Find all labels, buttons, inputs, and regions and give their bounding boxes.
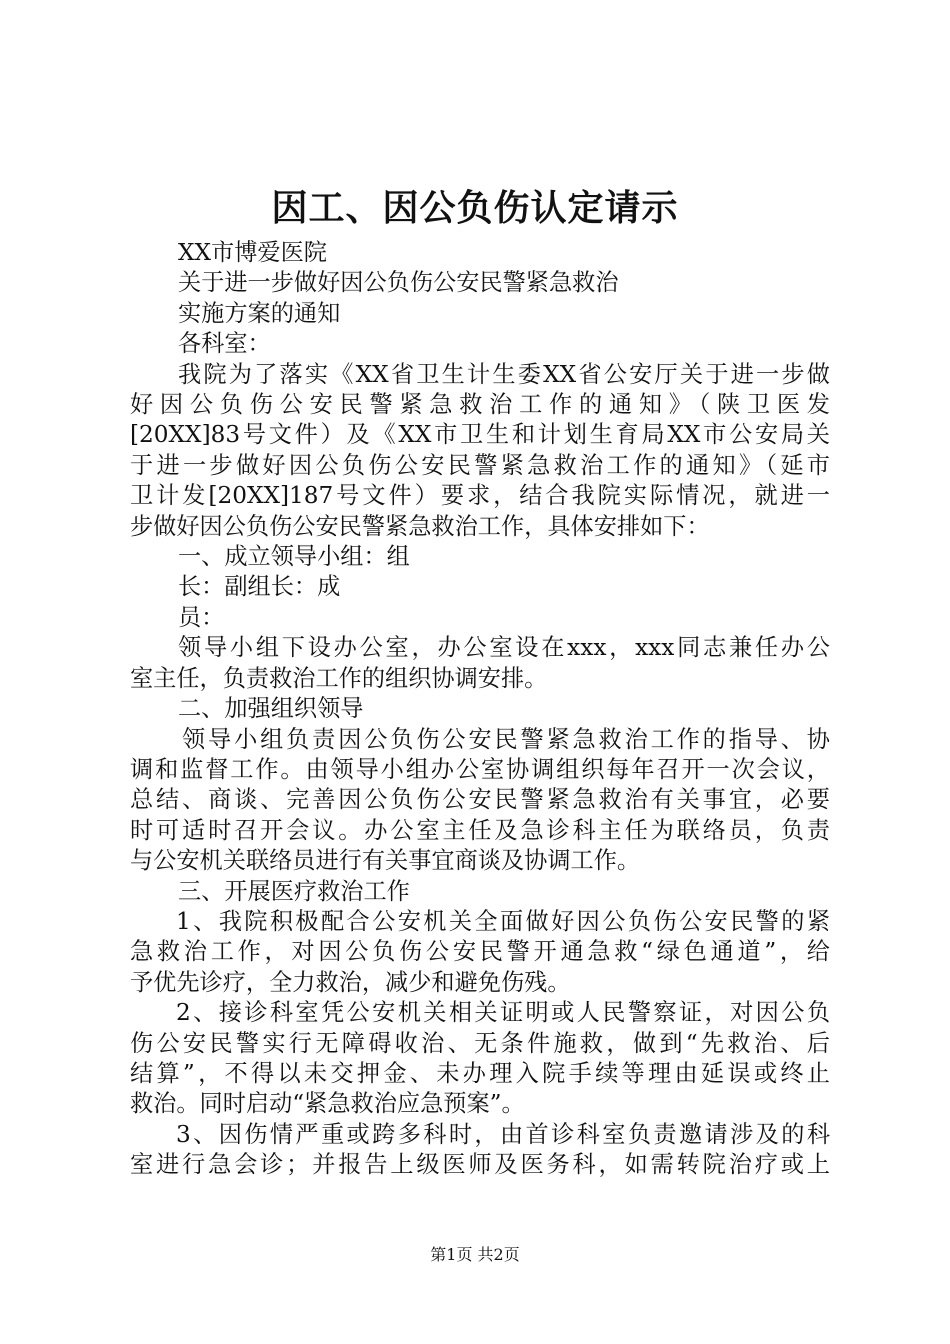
paragraph-line: 长：副组长：成	[178, 573, 341, 601]
paragraph-line: 室进行急会诊；并报告上级医师及医务科，如需转院治疗或上	[130, 1151, 830, 1179]
paragraph-line: 领导小组下设办公室，办公室设在xxx，xxx同志兼任办公	[178, 634, 830, 662]
notice-heading-line-2: 实施方案的通知	[178, 299, 341, 327]
document-title: 因工、因公负伤认定请示	[271, 187, 679, 229]
hospital-name: XX市博爱医院	[178, 239, 327, 266]
section-heading: 一、成立领导小组：组	[178, 543, 410, 571]
section-heading: 三、开展医疗救治工作	[178, 877, 410, 905]
paragraph-line: 调和监督工作。由领导小组办公室协调组织每年召开一次会议，	[130, 755, 830, 783]
paragraph-line: 伤公安民警实行无障碍收治、无条件施救，做到“先救治、后	[130, 1029, 830, 1057]
paragraph-line: 1、我院积极配合公安机关全面做好因公负伤公安民警的紧	[176, 907, 830, 935]
paragraph-line: 结算”，不得以未交押金、未办理入院手续等理由延误或终止	[130, 1059, 830, 1087]
paragraph-line: 我院为了落实《XX省卫生计生委XX省公安厅关于进一步做	[178, 360, 830, 388]
paragraph-line: 时可适时召开会议。办公室主任及急诊科主任为联络员，负责	[130, 816, 830, 844]
section-heading: 二、加强组织领导	[178, 695, 364, 723]
paragraph-line: 救治。同时启动“紧急救治应急预案”。	[130, 1090, 525, 1118]
notice-heading-line-1: 关于进一步做好因公负伤公安民警紧急救治	[178, 269, 619, 297]
paragraph-line: 急救治工作，对因公负伤公安民警开通急救“绿色通道”，给	[130, 938, 830, 966]
paragraph-line: 总结、商谈、完善因公负伤公安民警紧急救治有关事宜，必要	[130, 786, 830, 814]
page-number-footer: 第1页 共2页	[430, 1245, 520, 1264]
paragraph-line: 领导小组负责因公负伤公安民警紧急救治工作的指导、协	[182, 725, 830, 753]
paragraph-line: 好因公负伤公安民警紧急救治工作的通知》（陕卫医发	[130, 391, 830, 419]
paragraph-line: 3、因伤情严重或跨多科时，由首诊科室负责邀请涉及的科	[176, 1120, 830, 1148]
document-body	[130, 238, 830, 1181]
paragraph-line: 室主任，负责救治工作的组织协调安排。	[130, 664, 548, 692]
paragraph-line: 予优先诊疗，全力救治，减少和避免伤残。	[130, 968, 571, 996]
paragraph-line: [20XX]83号文件）及《XX市卫生和计划生育局XX市公安局关	[130, 421, 830, 449]
paragraph-line: 卫计发[20XX]187号文件）要求，结合我院实际情况，就进一	[130, 482, 830, 510]
paragraph-line: 于进一步做好因公负伤公安民警紧急救治工作的通知》（延市	[130, 451, 830, 479]
paragraph-line: 2、接诊科室凭公安机关相关证明或人民警察证，对因公负	[176, 999, 830, 1027]
paragraph-line: 员：	[178, 603, 225, 631]
paragraph-line: 步做好因公负伤公安民警紧急救治工作，具体安排如下：	[130, 512, 710, 540]
paragraph-line: 与公安机关联络员进行有关事宜商谈及协调工作。	[130, 847, 641, 875]
salutation: 各科室：	[178, 330, 271, 358]
